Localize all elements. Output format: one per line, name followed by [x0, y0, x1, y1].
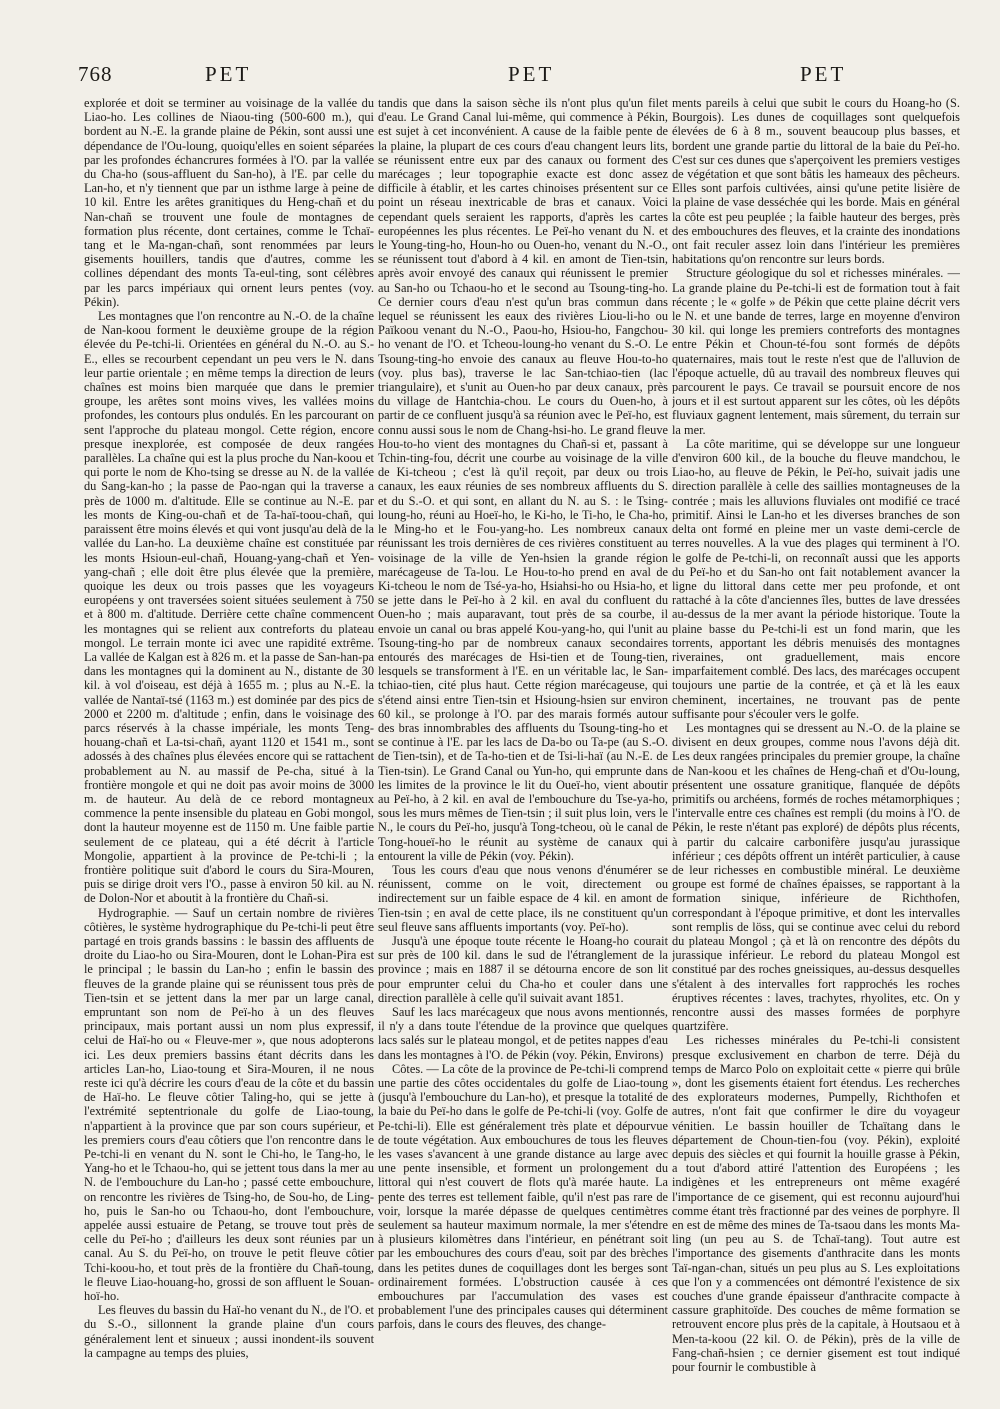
- paragraph: Côtes. — La côte de la province de Pe-tchi-li comprend une partie des côtes occidentales du golfe de Liao-toung (jusqu'à l'embouchure du Lan-ho), et presque la totalité de la baie du Peï-ho dans le golfe de Pe-tchi-li (voy. Golfe de Pe-tchi-li). Elle est généralement très plate et dépourvue de toute végétation. Aux embouchures de tous les fleuves les vases s'avancent à une grande distance au large avec une pente insensible, et forment un prolongement du littoral qui n'est couvert de flots qu'à marée haute. La pente des terres est tellement faible, qu'il n'est pas rare de voir, lorsque la marée dépasse de quelques centimètres seulement sa hauteur maximum normale, la mer s'étendre à plusieurs kilomètres dans l'intérieur, en pénétrant soit par les embouchures des cours d'eau, soit par des brèches dans les petites dunes de coquillages dont les berges sont ordinairement formées. L'obstruction causée à ces embouchures par l'accumulation des vases est probablement l'une des principales causes qui déterminent parfois, dans le cours des fleuves, des change-: [378, 1061, 668, 1332]
- paragraph: Sauf les lacs marécageux que nous avons mentionnés, il n'y a dans toute l'étendue de la province que quelques lacs salés sur le plateau mongol, et de petites nappes d'eau dans les montagnes à l'O. de Pékin (voy. Pékin, Environs): [378, 1005, 668, 1062]
- running-head-center: PET: [508, 62, 555, 86]
- paragraph: Les montagnes qui se dressent au N.-O. de la plaine se divisent en deux groupes, comme nous l'avons déjà dit. Les deux rangées principales du premier groupe, la chaîne de Nan-koou et les chaînes de Heng-chañ et d'Ou-loung, présentent une ossature granitique, flanquée de dépôts primitifs ou archéens, formés de roches métamorphiques ; l'intervalle entre ces chaînes est rempli (du moins à l'O. de Pékin, le reste n'étant pas exploré) de dépôts plus récents, à partir du calcaire carbonifère jusqu'au jurassique inférieur ; ces dépôts offrent un intérêt particulier, à cause de leur richesses en combustible minéral. Le deuxième groupe est formé de chaînes épaisses, se rapportant à la formation sinique, inférieure de Richthofen, correspondant à l'époque primitive, et dont les intervalles sont remplis de löss, qui se continue avec celui du rebord du plateau Mongol ; çà et là on rencontre des dépôts du jurassique inférieur. Le rebord du plateau Mongol est constitué par des roches gneissiques, au-dessus desquelles s'étalent à des intervalles fort rapprochés les roches éruptives récentes : laves, trachytes, rhyolites, etc. On y rencontre aussi des masses formées de porphyre quartzifère.: [672, 720, 960, 1034]
- page-header: [0, 62, 1000, 92]
- paragraph: ments pareils à celui que subit le cours du Hoang-ho (S. Bourgois). Les dunes de coquillages sont quelquefois élevées de 6 à 8 m., souvent beaucoup plus basses, et bordent une grande partie du littoral de la baie du Peï-ho. C'est sur ces dunes que s'aperçoivent les premiers vestiges de végétation et que sont bâtis les hameaux des pêcheurs. Elles sont parfois cultivées, ainsi qu'une petite lisière de la plaine de vase desséchée qui les borde. Mais en général la côte est peu peuplée ; la faible hauteur des berges, près des embouchures des fleuves, et la crainte des inondations ont fait reculer assez loin dans l'intérieur les premières habitations qu'on rencontre sur leurs bords.: [672, 96, 960, 267]
- text-column-2: [378, 96, 668, 1396]
- paragraph: explorée et doit se terminer au voisinage de la vallée du Liao-ho. Les collines de Niaou-ting (500-600 m.), qui bordent au N.-E. la grande plaine de Pékin, sont aussi une dépendance de l'Ou-loung, quoiqu'elles en soient séparées par les profondes échancrures formées à l'O. par la vallée du Cha-ho (sous-affluent du San-ho), à l'E. par celle du Lan-ho, et n'y tiennent que par un isthme large à peine de 10 kil. Entre les arêtes granitiques du Heng-chañ et du Nan-chañ se trouvent une foule de montagnes de formation plus récente, dont certaines, comme le Tchaï-tang et le Ma-ngan-chañ, sont renommées par leurs gisements houillers, tandis que d'autres, comme les collines dépendant des monts Ta-eul-ting, sont célèbres par les parcs impériaux qui ornent leurs pentes (voy. Pékin).: [84, 96, 374, 309]
- running-head-right: PET: [800, 62, 847, 86]
- paragraph: Tous les cours d'eau que nous venons d'énumérer se réunissent, comme on le voit, directement ou indirectement sur un faible espace de 4 kil. en amont de Tien-tsin ; en aval de cette place, ils ne constituent qu'un seul fleuve sans affluents importants (voy. Peï-ho).: [378, 862, 668, 934]
- text-column-1: [84, 96, 374, 1396]
- paragraph: Jusqu'à une époque toute récente le Hoang-ho courait sur près de 100 kil. dans le sud de l'étranglement de la province ; mais en 1887 il se détourna encore de son lit pour emprunter celui du Cha-ho et couler dans une direction parallèle à celle qu'il suivait avant 1851.: [378, 933, 668, 1005]
- text-column-3: [672, 96, 960, 1396]
- page-number: 768: [78, 62, 113, 86]
- paragraph: Les montagnes que l'on rencontre au N.-O. de la chaîne de Nan-koou forment le deuxième groupe de la région élevée du Pe-tchi-li. Orientées en général du N.-O. au S.-E., elles se recourbent cependant un peu vers le N. dans leur partie orientale ; en même temps la direction de leurs chaînes est moins bien marquée que dans le premier groupe, les arêtes sont moins vives, les vallées moins profondes, les contours plus ondulés. En les parcourant on sent l'approche du plateau mongol. Cette région, encore presque inexplorée, est composée de deux rangées parallèles. La chaîne qui est la plus proche du Nan-koou et qui porte le nom de Kho-tsing se dresse au N. de la vallée du Sang-kan-ho ; la passe de Pao-ngan qui la traverse a près de 1000 m. d'altitude. Elle se continue au N.-E. par les monts de King-ou-chañ et de Ta-haï-toou-chañ, qui paraissent être moins élevés et qui vont jusqu'au delà de la vallée du Lan-ho. La deuxième chaîne est constituée par les monts Hsioun-eul-chañ, Houang-yang-chañ et Yen-yang-chañ ; elle doit être plus élevée que la première, quoique les deux ou trois passes que les voyageurs européens y ont traversées soient situées seulement à 750 et à 800 m. d'altitude. Derrière cette chaîne commencent les montagnes qui se relient aux contreforts du plateau mongol. Le terrain monte ici avec une rapidité extrême. La vallée de Kalgan est à 826 m. et la passe de San-han-pa dans les montagnes qui la dominent au N., distante de 30 kil. à vol d'oiseau, est déjà à 1655 m. ; plus au N.-E. la vallée de Nantaï-tsé (1163 m.) est dominée par des pics de 2000 et 2200 m. d'altitude ; enfin, dans le voisinage des parcs réservés à la chasse impériale, les monts Teng-houang-chañ et La-tsi-chañ, ayant 1120 et 1541 m., sont adossés à des chaînes plus élevées encore qui se rattachent probablement au N. au massif de Pe-cha, situé à la frontière mongole et qui ne doit pas avoir moins de 3000 m. de hauteur. Au delà de ce rebord montagneux commence la pente insensible du plateau en Gobi mongol, dont la hauteur moyenne est de 1150 m. Une faible partie seulement de ce plateau, qui a été décrit à l'article Mongolie, appartient à la province de Pe-tchi-li ; la frontière politique suit d'abord le cours du Sira-Mouren, puis se dirige droit vers l'O., passe à environ 50 kil. au N. de Dolon-Nor et aboutit à la frontière du Chañ-si.: [84, 309, 374, 906]
- paragraph: Les fleuves du bassin du Haï-ho venant du N., de l'O. et du S.-O., sillonnent la grande plaine d'un cours généralement lent et sinueux ; aussi inondent-ils souvent la campagne au temps des pluies,: [84, 1303, 374, 1360]
- paragraph: tandis que dans la saison sèche ils n'ont plus qu'un filet d'eau. Le Grand Canal lui-même, qui commence à Pékin, est sujet à cet inconvénient. A cause de la faible pente de la plaine, la plupart de ces cours d'eau changent leurs lits, se réunissent entre eux par des canaux ou forment des marécages ; leur topographie exacte est donc assez difficile à établir, et les cartes chinoises présentent sur ce point un réseau inextricable de bras et canaux. Voici cependant quels seraient les rapports, d'après les cartes européennes les plus récentes. Le Peï-ho venant du N. et le Young-ting-ho, Houn-ho ou Ouen-ho, venant du N.-O., se réunissent tout d'abord à 4 kil. en amont de Tien-tsin, après avoir envoyé des canaux qui réunissent le premier au San-ho ou Tchaou-ho et le second au Tsoung-ting-ho. Ce dernier cours d'eau n'est qu'un bras commun dans lequel se réunissent les eaux des rivières Liou-li-ho ou Païkoou venant du N.-O., Paou-ho, Hsiou-ho, Fangchou-ho venant de l'O. et Tcheou-loung-ho venant du S.-O. Le Tsoung-ting-ho envoie des canaux au fleuve Hou-to-ho (voy. plus bas), traverse le lac San-tchiao-tien (lac triangulaire), et s'unit au Ouen-ho par deux canaux, près du village de Hantchia-chou. Le cours du Ouen-ho, à partir de ce confluent jusqu'à sa réunion avec le Peï-ho, est connu aussi sous le nom de Chang-hsi-ho. Le grand fleuve Hou-to-ho vient des montagnes du Chañ-si et, passant à Tchin-ting-fou, décrit une courbe au voisinage de la ville de Ki-tcheou ; c'est là qu'il reçoit, par deux ou trois canaux, les eaux réunies de ses nombreux affluents du S. et du S.-O. et qui sont, en allant du N. au S. : le Tsing-loung-ho, réuni au Hoeï-ho, le Ki-ho, le Ti-ho, le Cha-ho, le Ming-ho et le Fou-yang-ho. Les nombreux canaux réunissant les trois dernières de ces rivières constituent au voisinage de la ville de Yen-hsien la grande région marécageuse de Ta-lou. Le Hou-to-ho prend en aval de Ki-tcheou le nom de Tsé-ya-ho, Hsiahsi-ho ou Hsia-ho, et se jette dans le Peï-ho à 2 kil. en aval du confluent du Ouen-ho ; mais auparavant, tout près de sa courbe, il envoie un canal ou bras appelé Kou-yang-ho, qui l'unit au Tsoung-ting-ho par de nombreux canaux secondaires entourés des marécages de Hsi-tien et de Toung-tien, lesquels se transforment à l'E. en un véritable lac, le San-tchiao-tien, cité plus haut. Cette région marécageuse, qui s'étend ainsi entre Tien-tsin et Hsioung-hsien sur environ 60 kil., se prolonge à l'O. par des marais formés autour des bras innombrables des affluents du Tsoung-ting-ho et se continue à l'E. par les lacs de Da-bo ou Ta-pe (au S.-O. de Tien-tsin), et de Ta-ho-tien et de Tsi-li-haï (au N.-E. de Tien-tsin). Le Grand Canal ou Yun-ho, qui emprunte dans les limites de la province le lit du Oueï-ho, vient aboutir au Peï-ho, à 2 kil. en aval de l'embouchure du Tse-ya-ho, sous les murs mêmes de Tien-tsin ; il suit plus loin, vers le N., le cours du Peï-ho, jusqu'à Tong-tcheou, où le canal de Tong-houeï-ho le réunit au système de canaux qui entourent la ville de Pékin (voy. Pékin).: [378, 96, 668, 863]
- paragraph: Les richesses minérales du Pe-tchi-li consistent presque exclusivement en charbon de terre. Déjà du temps de Marco Polo on exploitait cette « pierre qui brûle », dont les gisements étaient fort étendus. Les recherches des explorateurs modernes, Pumpelly, Richthofen et autres, n'ont fait que confirmer le dire du voyageur vénitien. Le bassin houiller de Tchaïtang dans le département de Choun-tien-fou (voy. Pékin), exploité depuis des siècles et qui fournit la houille grasse à Pékin, a tout d'abord attiré l'attention des Européens ; les indigènes et les entrepreneurs ont même exagéré l'importance de ce gisement, qui est reconnu aujourd'hui comme étant très fractionné par des veines de porphyre. Il en est de même des mines de Ta-tsaou dans les monts Ma-ling (un peu au S. de Tchaï-tang). Tout autre est l'importance des gisements d'anthracite dans les monts Taï-ngan-chan, situés un peu plus au S. Les exploitations que l'on y a commencées ont démontré l'existence de six couches d'une grande épaisseur d'anthracite compacte à cassure graphitoïde. Des couches de même formation se retrouvent encore plus près de la capitale, à Houtsaou et à Men-ta-koou (22 kil. O. de Pékin), près de la ville de Fang-chañ-hsien ; ce dernier gisement est tout indiqué pour fournir le combustible à: [672, 1033, 960, 1375]
- paragraph: La côte maritime, qui se développe sur une longueur d'environ 600 kil., de la bouche du fleuve mandchou, le Liao-ho, au fleuve de Pékin, le Peï-ho, suivait jadis une direction parallèle à celle des saillies montagneuses de la contrée ; mais les alluvions fluviales ont modifié ce tracé primitif. Ainsi le Lan-ho et les diverses branches de son delta ont formé en pleine mer un vaste demi-cercle de terres nouvelles. A la vue des plages qui terminent à l'O. le golfe de Pe-tchi-li, on reconnaît aussi que les apports du Peï-ho et du San-ho ont fait notablement avancer la ligne du littoral dans cette mer peu profonde, et ont rattaché à la côte d'anciennes îles, buttes de lave dressées au-dessus de la mer avant la période historique. Toute la plaine basse du Pe-tchi-li est un fond marin, que les torrents, apportant les débris menuisés des montagnes riveraines, ont graduellement, mais encore imparfaitement comblé. Des lacs, des marécages occupent toujours une partie de la contrée, et çà et là les eaux cheminent, incertaines, ne trouvant pas de pente suffisante pour s'écouler vers le golfe.: [672, 436, 960, 721]
- running-head-left: PET: [205, 62, 252, 86]
- paragraph: Hydrographie. — Sauf un certain nombre de rivières côtières, le système hydrographique du Pe-tchi-li peut être partagé en trois grands bassins : le bassin des affluents de droite du Liao-ho ou Sira-Mouren, dont le Lohan-Pira est le principal ; le bassin du Lan-ho ; enfin le bassin des fleuves de la grande plaine qui se réunissent tous près de Tien-tsin et se jettent dans la mer par un large canal, empruntant son nom de Peï-ho à un des fleuves principaux, mais portant aussi un nom plus expressif, celui de Haï-ho ou « Fleuve-mer », que nous adopterons ici. Les deux premiers bassins étant décrits dans les articles Lan-ho, Liao-toung et Sira-Mouren, il ne nous reste ici qu'à décrire les cours d'eau de la côte et du bassin de Haï-ho. Le fleuve côtier Taling-ho, qui se jette à l'extrémité septentrionale du golfe de Liao-toung, n'appartient à la province que par son cours supérieur, et les premiers cours d'eau côtiers que l'on rencontre dans le Pe-tchi-li en venant du N. sont le Chi-ho, le Tang-ho, le Yang-ho et le Tchaou-ho, qui se jettent tous dans la mer au N. de l'embouchure du Lan-ho ; passé cette embouchure, on rencontre les rivières de Tsing-ho, de Sou-ho, de Ling-ho, puis le San-ho ou Tchaou-ho, dont l'embouchure, appelée aussi estuaire de Petang, se trouve tout près de celle du Peï-ho ; d'ailleurs les deux sont réunies par un canal. Au S. du Peï-ho, on trouve le petit fleuve côtier Tchi-koou-ho, et tout près de la frontière du Chañ-toung, le fleuve Liao-houang-ho, grossi de son affluent le Souan-hoï-ho.: [84, 905, 374, 1304]
- paragraph: Structure géologique du sol et richesses minérales. — La grande plaine du Pe-tchi-li est de formation tout à fait récente ; le « golfe » de Pékin que cette plaine décrit vers le N. et une bande de terres, large en moyenne d'environ 30 kil. qui longe les premiers contreforts des montagnes entre Pékin et Choun-té-fou sont formés de dépôts quaternaires, mais tout le reste n'est que de l'alluvion de l'époque actuelle, dû au travail des nombreux fleuves qui parcourent le pays. Ce travail se poursuit encore de nos jours et il est surtout apparent sur les côtes, où les dépôts fluviaux gagnent lentement, mais sûrement, du terrain sur la mer.: [672, 266, 960, 437]
